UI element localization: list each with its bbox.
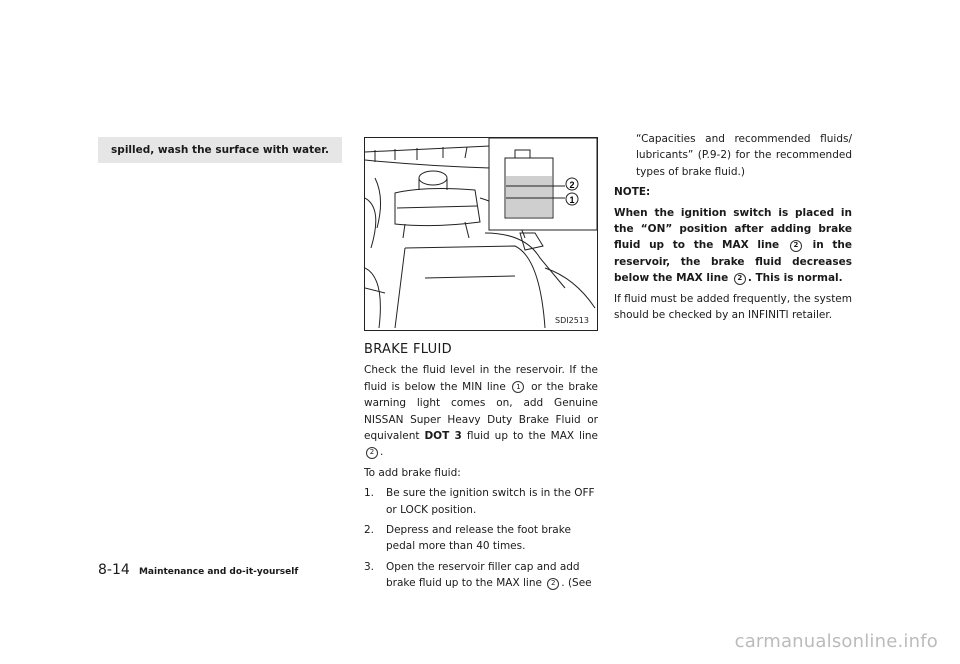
note-text-a: When the ignition switch is placed in the “ON” position after adding brake fluid up to the MAX line	[614, 206, 852, 252]
max-line-marker: 2	[366, 447, 378, 459]
min-line-marker: 1	[512, 381, 524, 393]
note-label: NOTE:	[614, 186, 651, 199]
note-paragraph	[614, 205, 852, 287]
section-name: Maintenance and do-it-yourself	[138, 567, 299, 577]
list-item	[364, 522, 598, 555]
warning-note-box	[98, 137, 342, 163]
step-text: Depress and release the foot brake pedal more than 40 times.	[386, 524, 571, 553]
step-number: 2.	[364, 524, 375, 537]
list-item	[364, 485, 598, 518]
note-text: spilled, wash the surface with water.	[111, 144, 329, 156]
intro-text-b: or the brake warning light comes on, add Genuine NISSAN Super Heavy Duty Brake Fluid or equivalent	[364, 380, 598, 443]
engine-bay-illustration	[365, 138, 597, 330]
watermark: carmanualsonline.info	[734, 631, 938, 652]
frequency-paragraph: If fluid must be added frequently, the system should be checked by an INFINITI retailer.	[614, 292, 852, 322]
min-callout: 1	[569, 195, 575, 205]
page-number: 8-14	[98, 562, 130, 578]
step-text-end: . (See	[561, 577, 592, 590]
steps-intro: To add brake fluid:	[364, 466, 461, 479]
continuation-text: “Capacities and recommended fluids/ lubricants” (P.9-2) for the recommended types of brake fluid.)	[636, 133, 852, 178]
step-text: Open the reservoir filler cap and add brake fluid up to the MAX line	[386, 560, 580, 590]
intro-paragraph	[364, 362, 598, 460]
right-column	[614, 131, 852, 327]
max-callout: 2	[569, 180, 575, 190]
max-line-marker: 2	[547, 578, 559, 590]
steps-list	[364, 485, 598, 591]
intro-text-c: fluid up to the MAX line	[466, 430, 598, 443]
step-text: Be sure the ignition switch is in the OFF or LOCK position.	[386, 487, 595, 516]
page-footer	[98, 562, 298, 578]
max-line-marker: 2	[790, 240, 802, 252]
step-number: 1.	[364, 487, 375, 500]
intro-text-a: Check the fluid level in the reservoir. If the fluid is below the MIN line	[364, 364, 598, 393]
figure-code: SDI2513	[555, 316, 589, 325]
note-text-c: . This is normal.	[747, 272, 843, 285]
brake-fluid-section	[364, 342, 598, 596]
section-title: BRAKE FLUID	[364, 342, 452, 357]
list-item	[364, 559, 598, 592]
step-number: 3.	[364, 560, 375, 573]
dot3-label: DOT 3	[424, 430, 462, 443]
intro-end: .	[380, 446, 384, 459]
brake-reservoir-figure	[364, 137, 598, 331]
note-text-b: in the reservoir, the brake fluid decreases below the MAX line	[614, 239, 852, 285]
max-line-marker: 2	[734, 273, 746, 285]
